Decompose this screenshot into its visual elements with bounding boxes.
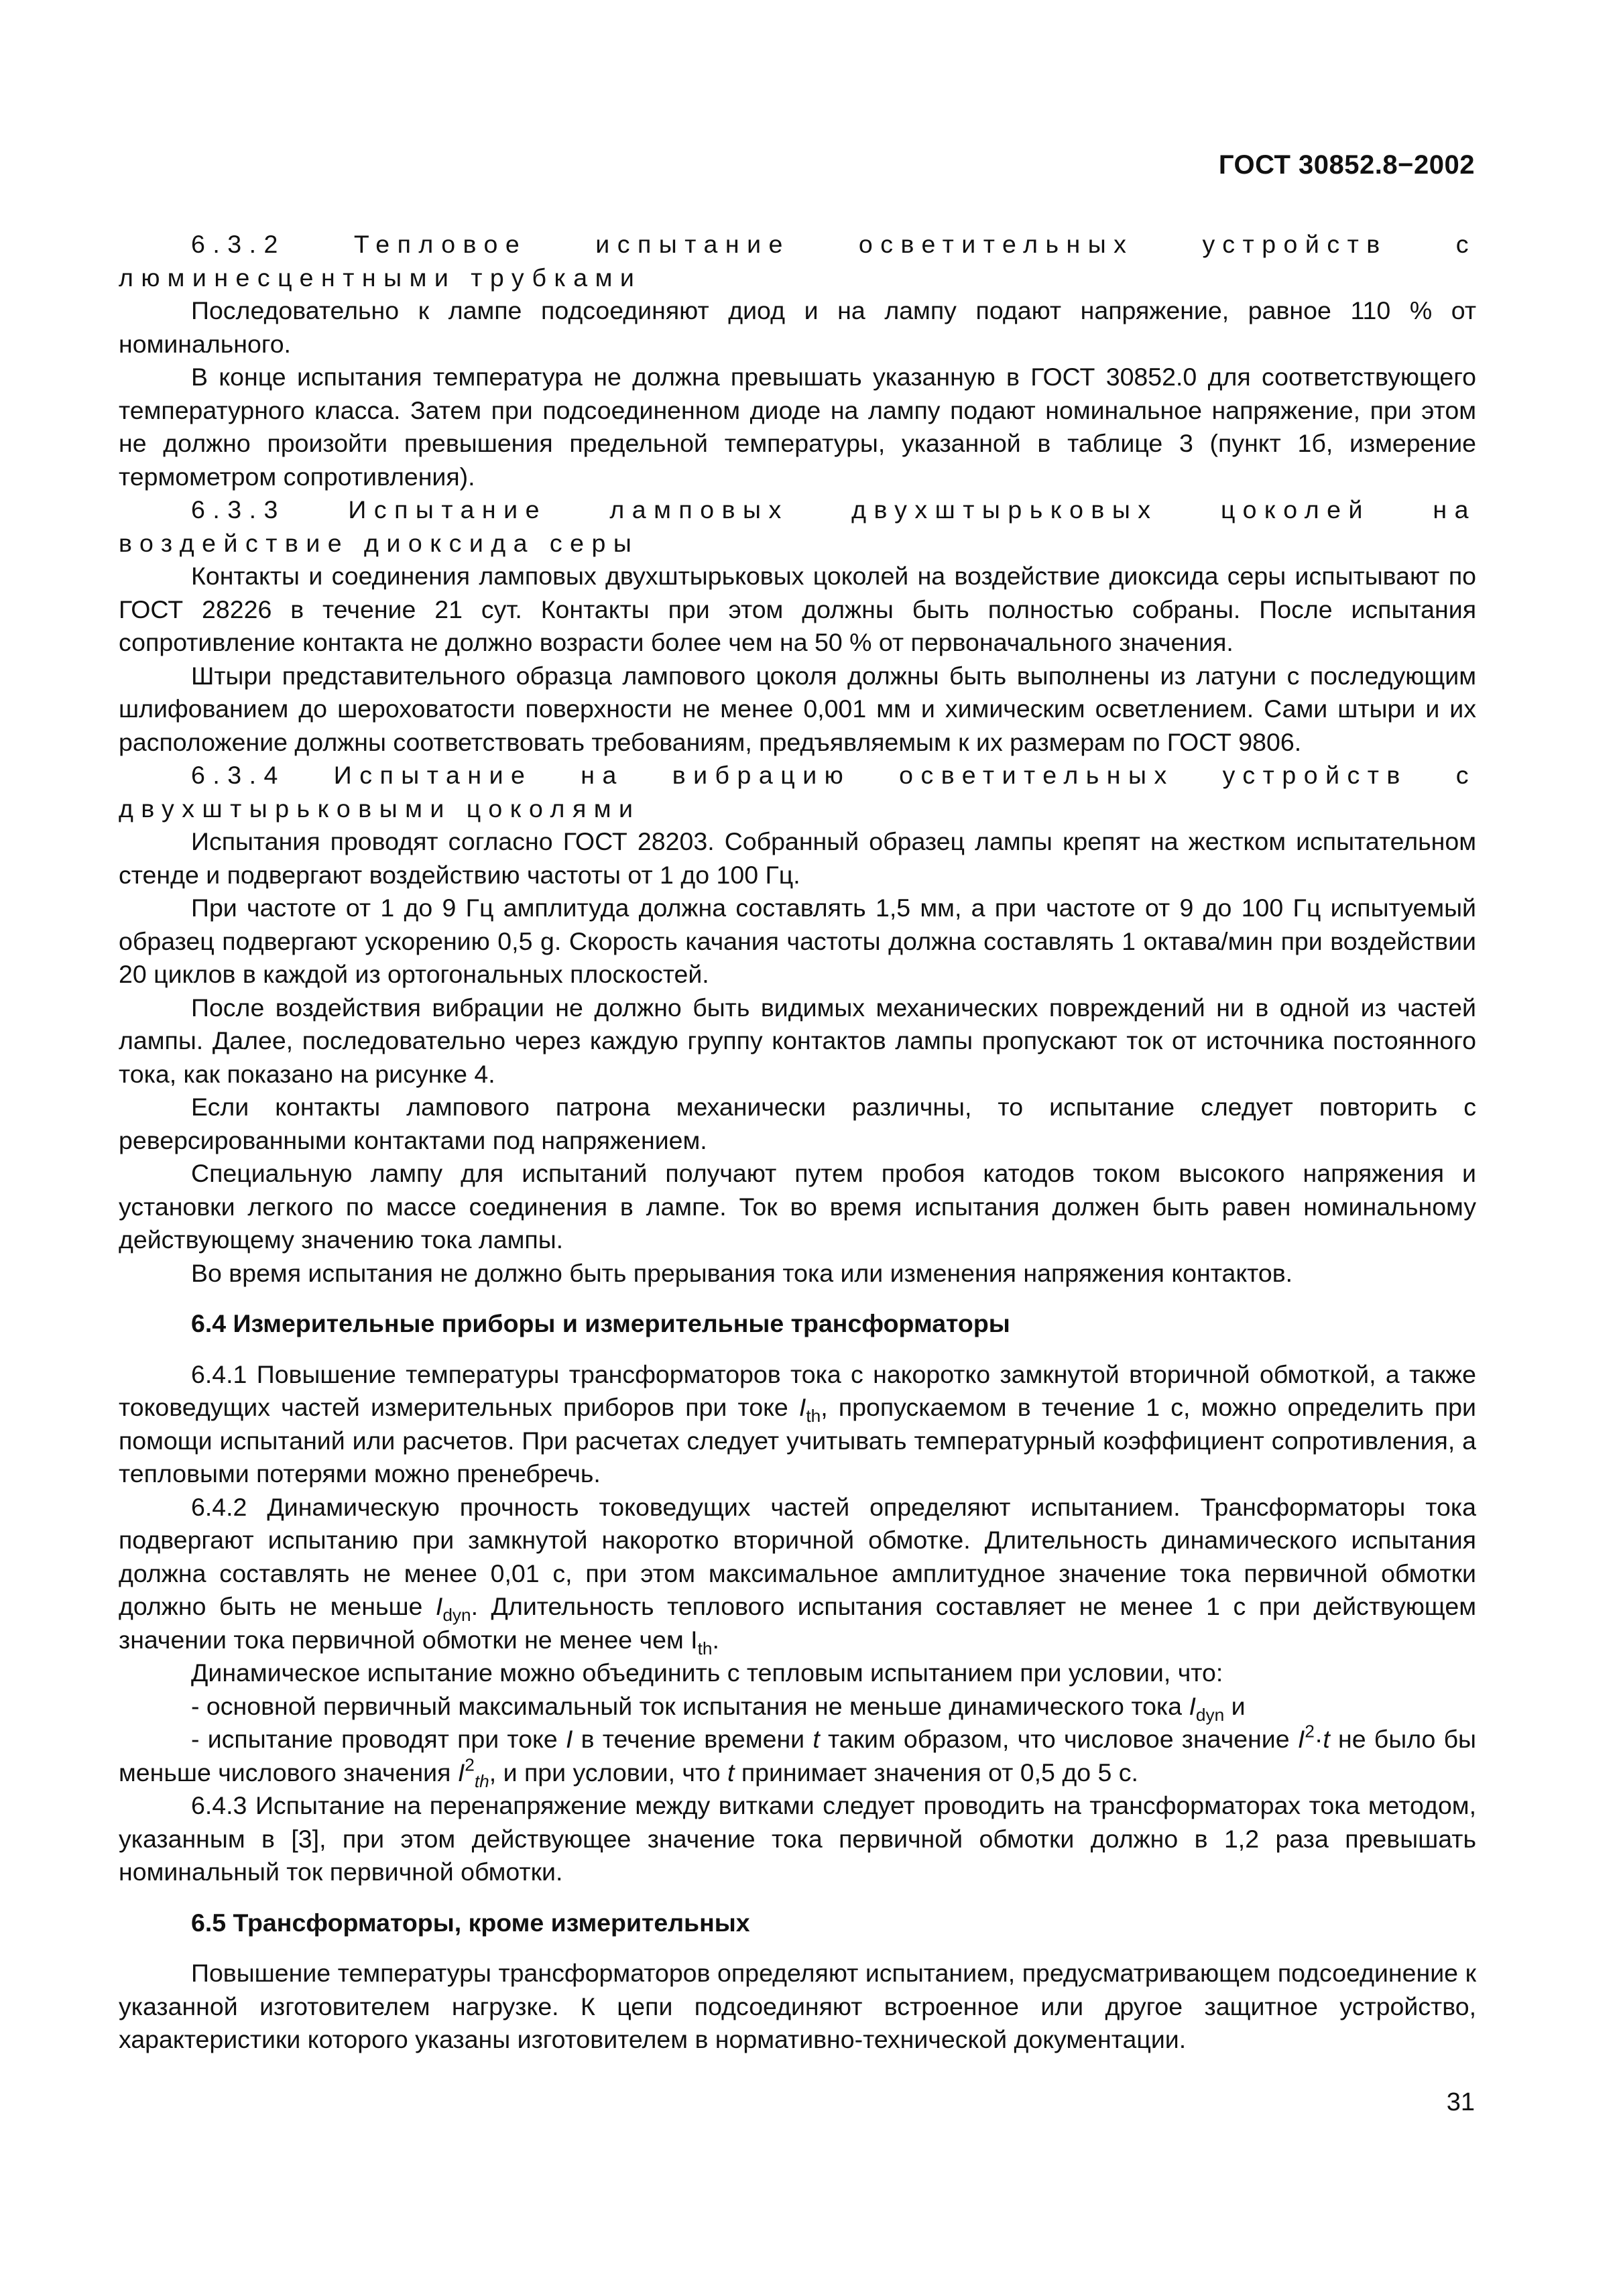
paragraph-6-4-3: 6.4.3 Испытание на перенапряжение между витками следует проводить на трансформаторах тока методом, указанным в [3], при этом действующее значение тока первичной обмотки должно в 1,2 раза превышать номинальный ток первичной обмотки.	[119, 1791, 1476, 1886]
paragraph: Испытания проводят согласно ГОСТ 28203. Собранный образец лампы крепят на жестком испытательном стенде и подвергают воздействию частоты от 1 до 100 Гц.	[119, 827, 1476, 889]
paragraph: При частоте от 1 до 9 Гц амплитуда должна составлять 1,5 мм, а при частоте от 9 до 100 Гц испытуемый образец подвергают ускорению 0,5 g. Скорость качания частоты должна составлять 1 октава/мин при воздействии 20 циклов в каждой из ортогональных плоскостей.	[119, 894, 1476, 988]
page-number: 31	[1446, 2088, 1475, 2116]
document-header: ГОСТ 30852.8−2002	[1218, 150, 1475, 180]
paragraph: Штыри представительного образца лампового цоколя должны быть выполнены из латуни с последующим шлифованием до шероховатости поверхности не менее 0,001 мм и химическим осветлением. Сами штыри и их расположение должны соответствовать требованиям, предъявляемым к их размерам по ГОСТ 9806.	[119, 661, 1476, 756]
paragraph: В конце испытания температура не должна превышать указанную в ГОСТ 30852.0 для соответствующего температурного класса. Затем при подсоединенном диоде на лампу подают номинальное напряжение, при этом не должно произойти превышения предельной температуры, указанной в таблице 3 (пункт 1б, измерение термометром сопротивления).	[119, 363, 1476, 491]
paragraph-6-4-2: 6.4.2 Динамическую прочность токоведущих частей определяют испытанием. Трансформаторы тока подвергают испытанию при замкнутой накоротко вторичной обмотке. Длительность динамического испытания должна составлять не менее 0,01 с, при этом максимальное амплитудное значение тока первичной обмотки должно быть не меньше $I_{dyn}$. Длительность теплового испытания составляет не менее 1 с при действующем значении тока первичной обмотки не менее чем $I_{th}$.	[119, 1492, 1476, 1658]
paragraph: Специальную лампу для испытаний получают путем пробоя катодов током высокого напряжения и установки легкого по массе соединения в лампе. Ток во время испытания должен быть равен номинальному действующему значению тока лампы.	[119, 1159, 1476, 1254]
paragraph-6-4-1: 6.4.1 Повышение температуры трансформаторов тока с накоротко замкнутой вторичной обмоткой, а также токоведущих частей измерительных приборов при токе $I_{th}$, пропускаемом в течение 1 с, можно определить при помощи испытаний или расчетов. При расчетах следует учитывать температурный коэффициент сопротивления, а тепловыми потерями можно пренебречь.	[119, 1360, 1476, 1488]
section-heading-6-4: 6.4 Измерительные приборы и измерительные трансформаторы	[191, 1309, 1010, 1337]
list-item: - основной первичный максимальный ток испытания не меньше динамического тока $I_{dyn}$ и	[191, 1691, 1246, 1725]
paragraph: Если контакты лампового патрона механически различны, то испытание следует повторить с реверсированными контактами под напряжением.	[119, 1093, 1476, 1154]
subsection-title-6-3-2: 6.3.2 Тепловое испытание осветительных устройств с люминесцентными трубками	[119, 230, 1476, 292]
paragraph: Контакты и соединения ламповых двухштырьковых цоколей на воздействие диоксида серы испытывают по ГОСТ 28226 в течение 21 сут. Контакты при этом должны быть полностью собраны. После испытания сопротивление контакта не должно возрасти более чем на 50 % от первоначального значения.	[119, 562, 1476, 656]
paragraph: После воздействия вибрации не должно быть видимых механических повреждений ни в одной из частей лампы. Далее, последовательно через каждую группу контактов лампы пропускают ток от источника постоянного тока, как показано на рисунке 4.	[119, 993, 1476, 1088]
paragraph: Во время испытания не должно быть прерывания тока или изменения напряжения контактов.	[191, 1258, 1293, 1287]
subsection-title-6-3-3: 6.3.3 Испытание ламповых двухштырьковых цоколей на воздействие диоксида серы	[119, 495, 1476, 557]
document-body	[119, 228, 1476, 2057]
section-heading-6-5: 6.5 Трансформаторы, кроме измерительных	[191, 1908, 750, 1937]
list-item: - испытание проводят при токе I в течение времени t таким образом, что числовое значение $I^2\cdot t$ не было бы меньше числового значения $I^2_{th}$, и при условии, что t принимает значения от 0,5 до 5 с.	[119, 1721, 1477, 1791]
subsection-title-6-3-4: 6.3.4 Испытание на вибрацию осветительных устройств с двухштырьковыми цоколями	[119, 761, 1476, 823]
paragraph: Повышение температуры трансформаторов определяют испытанием, предусматривающем подсоединение к указанной изготовителем нагрузке. К цепи подсоединяют встроенное или другое защитное устройство, характеристики которого указаны изготовителем в нормативно-технической документации.	[119, 1959, 1476, 2053]
paragraph: Динамическое испытание можно объединить с тепловым испытанием при условии, что:	[191, 1658, 1223, 1687]
paragraph: Последовательно к лампе подсоединяют диод и на лампу подают напряжение, равное 110 % от номинального.	[119, 296, 1476, 358]
